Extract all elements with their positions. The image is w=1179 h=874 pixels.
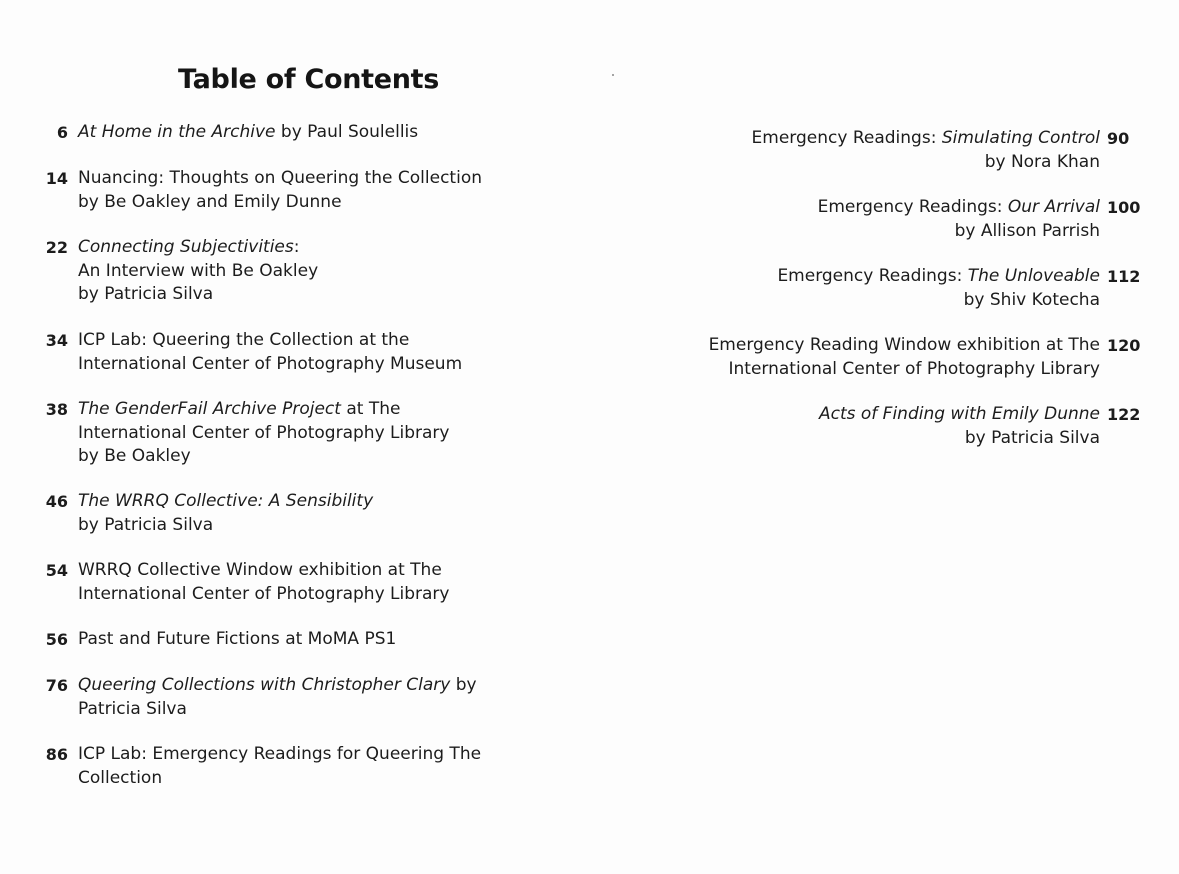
entry-text: Emergency Reading Window exhibition at The: [708, 335, 1100, 355]
entry-line: [630, 427, 1100, 451]
entry-text: International Center of Photography Library: [78, 422, 450, 443]
entry-title: [78, 167, 538, 214]
page-number: 122: [1107, 405, 1141, 424]
page-number: 14: [45, 169, 68, 188]
entry-text: by Allison Parrish: [954, 220, 1100, 241]
entry-line: [78, 398, 538, 422]
page-number: 6: [56, 123, 68, 142]
entry-line: [78, 353, 538, 377]
entry-text: Our Arrival: [1007, 197, 1100, 217]
entry-title: [78, 236, 538, 307]
entry-text: International Center of Photography Library: [728, 358, 1100, 379]
entry-text: International Center of Photography Museum: [78, 353, 463, 374]
entry-line: [78, 698, 538, 722]
entry-line: [630, 265, 1100, 289]
entry-text: ICP Lab: Queering the Collection at the: [78, 330, 410, 350]
entry-title: [78, 121, 538, 145]
entry-line: [630, 403, 1100, 427]
page-number: 90: [1107, 129, 1130, 148]
entry-title: [78, 628, 538, 652]
entry-line: [78, 121, 538, 145]
page-title: Table of Contents: [178, 64, 440, 95]
page-number: 120: [1107, 336, 1141, 355]
entry-line: [78, 283, 538, 307]
entry-text: by Be Oakley and Emily Dunne: [78, 191, 342, 212]
entry-title: [630, 265, 1100, 312]
entry-text: by Patricia Silva: [78, 284, 214, 304]
page-number: 22: [45, 238, 68, 257]
entry-line: [630, 358, 1100, 382]
entry-line: [78, 583, 538, 607]
entry-text: The GenderFail Archive Project: [78, 399, 341, 419]
entry-title: [78, 559, 538, 606]
entry-text: Emergency Readings:: [751, 128, 942, 148]
page-number: 54: [45, 561, 68, 580]
page-number: 86: [45, 745, 68, 764]
entry-text: Connecting Subjectivities: [78, 237, 294, 257]
entry-text: Acts of Finding with Emily Dunne: [818, 404, 1100, 424]
entry-title: [78, 398, 538, 469]
paper-speck: [612, 74, 614, 76]
entry-line: [78, 260, 538, 284]
page-number: 46: [45, 492, 68, 511]
entry-text: by Patricia Silva: [78, 514, 214, 535]
entry-text: :: [293, 237, 300, 257]
entry-text: The WRRQ Collective: A Sensibility: [78, 491, 374, 511]
entry-title: [78, 743, 538, 790]
entry-text: by Paul Soulellis: [275, 122, 419, 142]
entry-text: WRRQ Collective Window exhibition at The: [78, 560, 442, 580]
entry-line: [78, 514, 538, 538]
entry-title: [630, 127, 1100, 174]
page-number: 100: [1107, 198, 1141, 217]
entry-text: International Center of Photography Library: [78, 583, 450, 604]
entry-line: [78, 743, 538, 767]
entry-text: Emergency Readings:: [817, 197, 1008, 217]
entry-line: [78, 422, 538, 446]
page-number: 34: [45, 331, 68, 350]
entry-line: [78, 191, 538, 215]
entry-title: [78, 490, 538, 537]
entry-text: by: [450, 675, 477, 695]
entry-line: [630, 151, 1100, 175]
page-number: 38: [45, 400, 68, 419]
entry-text: Nuancing: Thoughts on Queering the Collection: [78, 168, 482, 188]
entry-text: by Patricia Silva: [964, 427, 1100, 448]
entry-text: An Interview with Be Oakley: [78, 260, 319, 281]
entry-text: by Shiv Kotecha: [963, 289, 1100, 310]
entry-line: [78, 329, 538, 353]
entry-line: [78, 490, 538, 514]
entry-text: Patricia Silva: [78, 698, 187, 719]
entry-line: [78, 559, 538, 583]
entry-text: At Home in the Archive: [78, 122, 276, 142]
entry-line: [630, 127, 1100, 151]
entry-line: [78, 628, 538, 652]
entry-text: by Nora Khan: [984, 151, 1100, 172]
entry-text: Past and Future Fictions at MoMA PS1: [78, 629, 397, 649]
entry-line: [78, 674, 538, 698]
entry-title: [630, 403, 1100, 450]
entry-text: The Unloveable: [967, 266, 1100, 286]
entry-text: Queering Collections with Christopher Clary: [78, 675, 451, 695]
entry-line: [630, 289, 1100, 313]
entry-line: [78, 445, 538, 469]
entry-title: [630, 196, 1100, 243]
page-number: 112: [1107, 267, 1141, 286]
page-number: 76: [45, 676, 68, 695]
entry-line: [630, 220, 1100, 244]
entry-title: [630, 334, 1100, 381]
entry-text: Emergency Readings:: [777, 266, 968, 286]
entry-text: Collection: [78, 767, 163, 788]
entry-text: by Be Oakley: [78, 446, 191, 466]
entry-line: [630, 196, 1100, 220]
entry-title: [78, 329, 538, 376]
entry-text: ICP Lab: Emergency Readings for Queering The: [78, 744, 482, 764]
entry-title: [78, 674, 538, 721]
entry-text: at The: [340, 399, 401, 419]
entry-line: [78, 167, 538, 191]
page-number: 56: [45, 630, 68, 649]
entry-line: [78, 236, 538, 260]
entry-line: [78, 767, 538, 791]
entry-line: [630, 334, 1100, 358]
entry-text: Simulating Control: [941, 128, 1100, 148]
